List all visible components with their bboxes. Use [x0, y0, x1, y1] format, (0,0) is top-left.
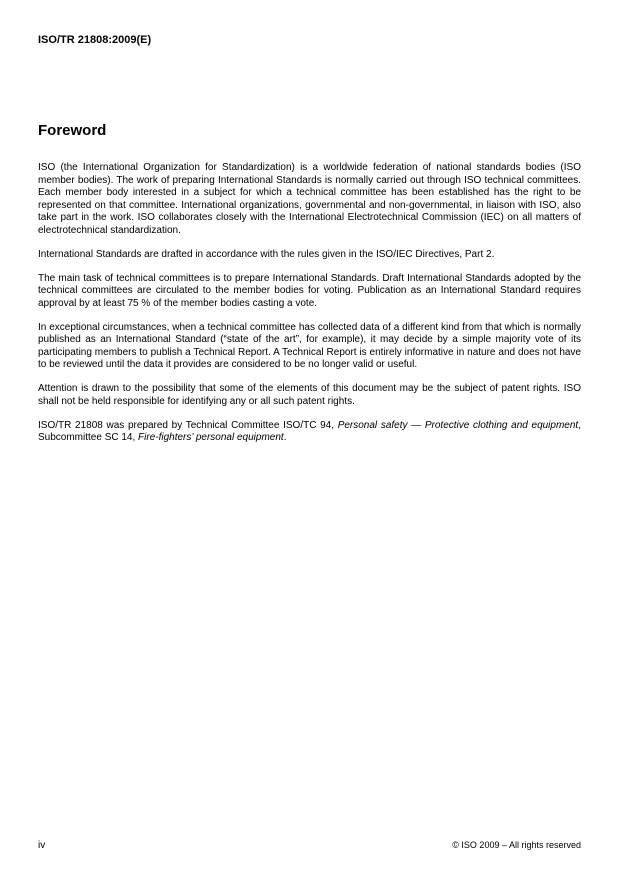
paragraph-directives: International Standards are drafted in accordance with the rules given in the ISO/IEC Directives, Part 2.: [38, 248, 495, 260]
copyright-notice: © ISO 2009 – All rights reserved: [452, 840, 581, 850]
page-footer: [38, 840, 581, 851]
paragraph-patent-rights: Attention is drawn to the possibility that some of the elements of this document may be the subject of patent rights. ISO shall not be held responsible for identifying any or all such patent rights.: [38, 383, 581, 407]
attribution-text-segment: , Subcommittee SC 14,: [38, 419, 581, 443]
foreword-heading: Foreword: [38, 122, 107, 139]
subcommittee-title-italic: Fire-fighters’ personal equipment: [138, 432, 284, 443]
paragraph-main-task: The main task of technical committees is to prepare International Standards. Draft International Standards adopted by the technical committees are circulated to the member bodies for voting. Publication as an International Standard requires approval by at least 75 % of the member bodies casting a vote.: [38, 272, 581, 309]
paragraph-iso-federation: ISO (the International Organization for Standardization) is a worldwide federation of national standards bodies (ISO member bodies). The work of preparing International Standards is normally carried out through ISO technical committees. Each member body interested in a subject for which a technical committee has been established has the right to be represented on that committee. International organizations, governmental and non-governmental, in liaison with ISO, also take part in the work. ISO collaborates closely with the International Electrotechnical Commission (IEC) on all matters of electrotechnical standardization.: [38, 162, 581, 236]
attribution-text-segment: .: [283, 432, 287, 443]
foreword-body: [38, 162, 581, 445]
committee-title-italic: Personal safety — Protective clothing and equipment: [337, 419, 579, 431]
document-reference-header: ISO/TR 21808:2009(E): [38, 34, 152, 46]
paragraph-committee-attribution: [38, 420, 581, 445]
paragraph-technical-report: In exceptional circumstances, when a technical committee has collected data of a different kind from that which is normally published as an International Standard (“state of the art”, for example), it may decide by a simple majority vote of its participating members to publish a Technical Report. A Technical Report is entirely informative in nature and does not have to be reviewed until the data it provides are considered to be no longer valid or useful.: [38, 321, 581, 370]
page-number: iv: [38, 840, 46, 851]
attribution-text-segment: ISO/TR 21808 was prepared by Technical Committee ISO/TC 94,: [38, 419, 338, 431]
